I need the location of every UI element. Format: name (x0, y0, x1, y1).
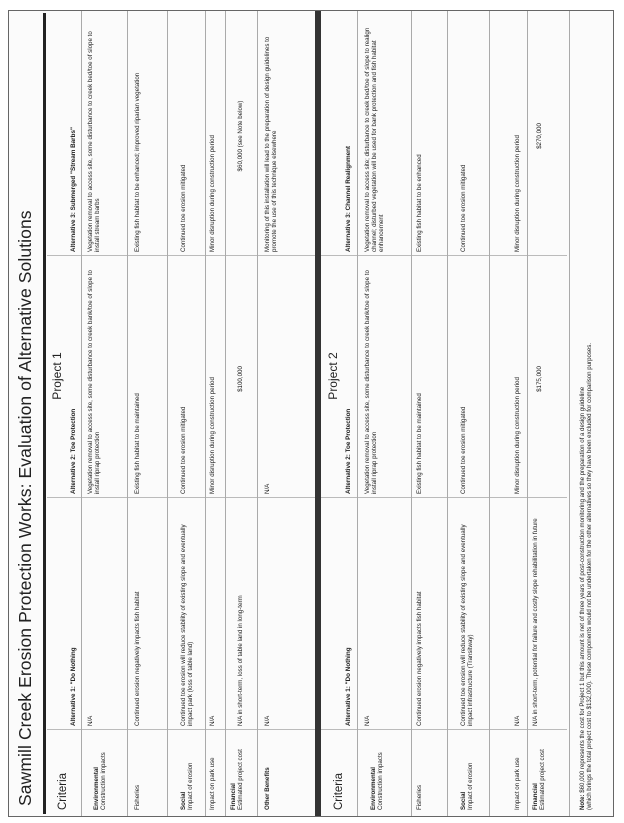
table-cell: N/A (264, 715, 271, 726)
criteria-label: Impact on park use (514, 757, 521, 810)
project-title: Project 1 (50, 352, 64, 400)
criteria-label: Impact of erosion (467, 762, 475, 810)
criteria-label: Other Benefits (264, 767, 271, 810)
note-text: $60,000 represents the cost for Project 1 but this amount is net of three years of post-construction monitoring and the preparation of a design guideline (579, 386, 586, 793)
note-rule (569, 11, 570, 816)
alternative-header: Alternative 2: Toe Protection (345, 408, 352, 494)
table-cell: N/A (264, 483, 271, 494)
table-row (357, 11, 412, 816)
table-cell: $100,000 (237, 366, 244, 392)
table-cell: Vegetation removal to access site, some disturbance to creek bank/toe of slope to install riprap protection (87, 270, 102, 494)
criteria-label: Fisheries (134, 784, 141, 810)
table-cell: Continued toe erosion mitigated (180, 406, 187, 494)
criteria-label: Construction impacts (377, 752, 385, 810)
table-cell: Continued toe erosion mitigated (460, 406, 467, 494)
project-1-table (47, 11, 317, 816)
footnote (579, 343, 594, 810)
table-row (489, 11, 528, 816)
table-cell: N/A (87, 715, 94, 726)
table-cell: Existing fish habitat to be maintained (134, 393, 141, 494)
table-cell: Existing fish habitat to be maintained (416, 393, 423, 494)
criteria-heading: Criteria (333, 772, 345, 810)
table-cell: N/A (364, 715, 371, 726)
criteria-label: Impact of erosion (187, 762, 195, 810)
criteria-label: Estimated project cost (237, 749, 245, 810)
group-label: Financial (230, 783, 237, 810)
table-cell: N/A in short-term, potential for failure and costly slope rehabilitation in future (532, 518, 539, 726)
table-cell: Minor disruption during construction period (209, 135, 216, 252)
table-cell: Existing fish habitat to be enhanced; improved riparian vegetation (134, 72, 141, 252)
table-cell: Existing fish habitat to be enhanced (416, 154, 423, 252)
table-cell: Vegetation removal to access site, some disturbance to creek bank/toe of slope to install riprap protection (364, 270, 379, 494)
group-label: Environmental (370, 767, 377, 810)
table-cell: Vegetation removal to access site, some disturbance to creek bed/toe of slope to install stream barbs (87, 31, 102, 252)
table-row (81, 11, 128, 816)
note-label: Note: (579, 794, 586, 810)
criteria-label: Impact on park use (209, 757, 216, 810)
alternative-header: Alternative 3: Channel Realignment (345, 145, 352, 252)
alternative-header: Alternative 1: "Do Nothing (70, 647, 77, 726)
table-cell: Continued erosion negatively impacts fish habitat (134, 591, 141, 726)
table-cell: Continued toe erosion mitigated (460, 164, 467, 252)
table-cell: N/A (209, 715, 216, 726)
table-row (127, 11, 168, 816)
table-cell: Continued toe erosion will reduce stability of existing slope and eventually impact park (loss of table land) (180, 524, 195, 726)
table-cell: $60,000 (see Note below) (237, 100, 244, 172)
table-cell: Minor disruption during construction period (514, 135, 521, 252)
criteria-label: Estimated project cost (539, 749, 547, 810)
table-cell: Continued toe erosion mitigated (180, 164, 187, 252)
group-label: Social (460, 791, 467, 810)
note-text-continued: (which brings the total project cost to $132,000). These components would not be undertaken for the other alternatives so they have been excluded for comparison purposes. (586, 342, 594, 810)
table-cell: Monitoring of this installation will lead to the preparation of design guidelines to promote the use of this technique elsewhere (264, 36, 279, 252)
alternative-header: Alternative 3: Submerged "Stream Barbs" (70, 127, 77, 252)
table-row (527, 11, 564, 816)
table-row (411, 11, 448, 816)
document-frame (8, 10, 614, 817)
table-row (205, 11, 226, 816)
table-cell: N/A in short-term, loss of table land in long-term (237, 595, 244, 726)
table-row (447, 11, 490, 816)
group-label: Environmental (93, 767, 100, 810)
criteria-label: Construction impacts (100, 752, 108, 810)
table-row (257, 11, 314, 816)
group-label: Social (180, 791, 187, 810)
project-2-table (321, 11, 571, 816)
group-label: Financial (532, 783, 539, 810)
table-cell: Continued toe erosion will reduce stability of existing slope and eventually impact infrastructure (Transitway) (460, 524, 475, 726)
alternative-header: Alternative 1: "Do Nothing (345, 647, 352, 726)
table-cell: Minor disruption during construction period (514, 377, 521, 494)
table-cell: $175,000 (536, 366, 543, 392)
table-cell: $270,000 (536, 123, 543, 149)
document-title: Sawmill Creek Erosion Protection Works: Evaluation of Alternative Solutions (15, 210, 35, 806)
table-row (167, 11, 206, 816)
project-title: Project 2 (326, 352, 340, 400)
table-cell: N/A (514, 715, 521, 726)
criteria-heading: Criteria (57, 772, 69, 810)
criteria-label: Fisheries (416, 784, 423, 810)
table-row (225, 11, 258, 816)
table-cell: Vegetation removal to access site; disturbance to creek bed/toe of slope to realign channel; disturbed vegetation will be used for bank protection and fish habitat enhancement (364, 27, 386, 252)
title-rule (43, 13, 46, 814)
table-cell: Continued erosion negatively impacts fish habitat (416, 591, 423, 726)
alternative-header: Alternative 2: Toe Protection (70, 408, 77, 494)
table-cell: Minor disruption during construction period (209, 377, 216, 494)
